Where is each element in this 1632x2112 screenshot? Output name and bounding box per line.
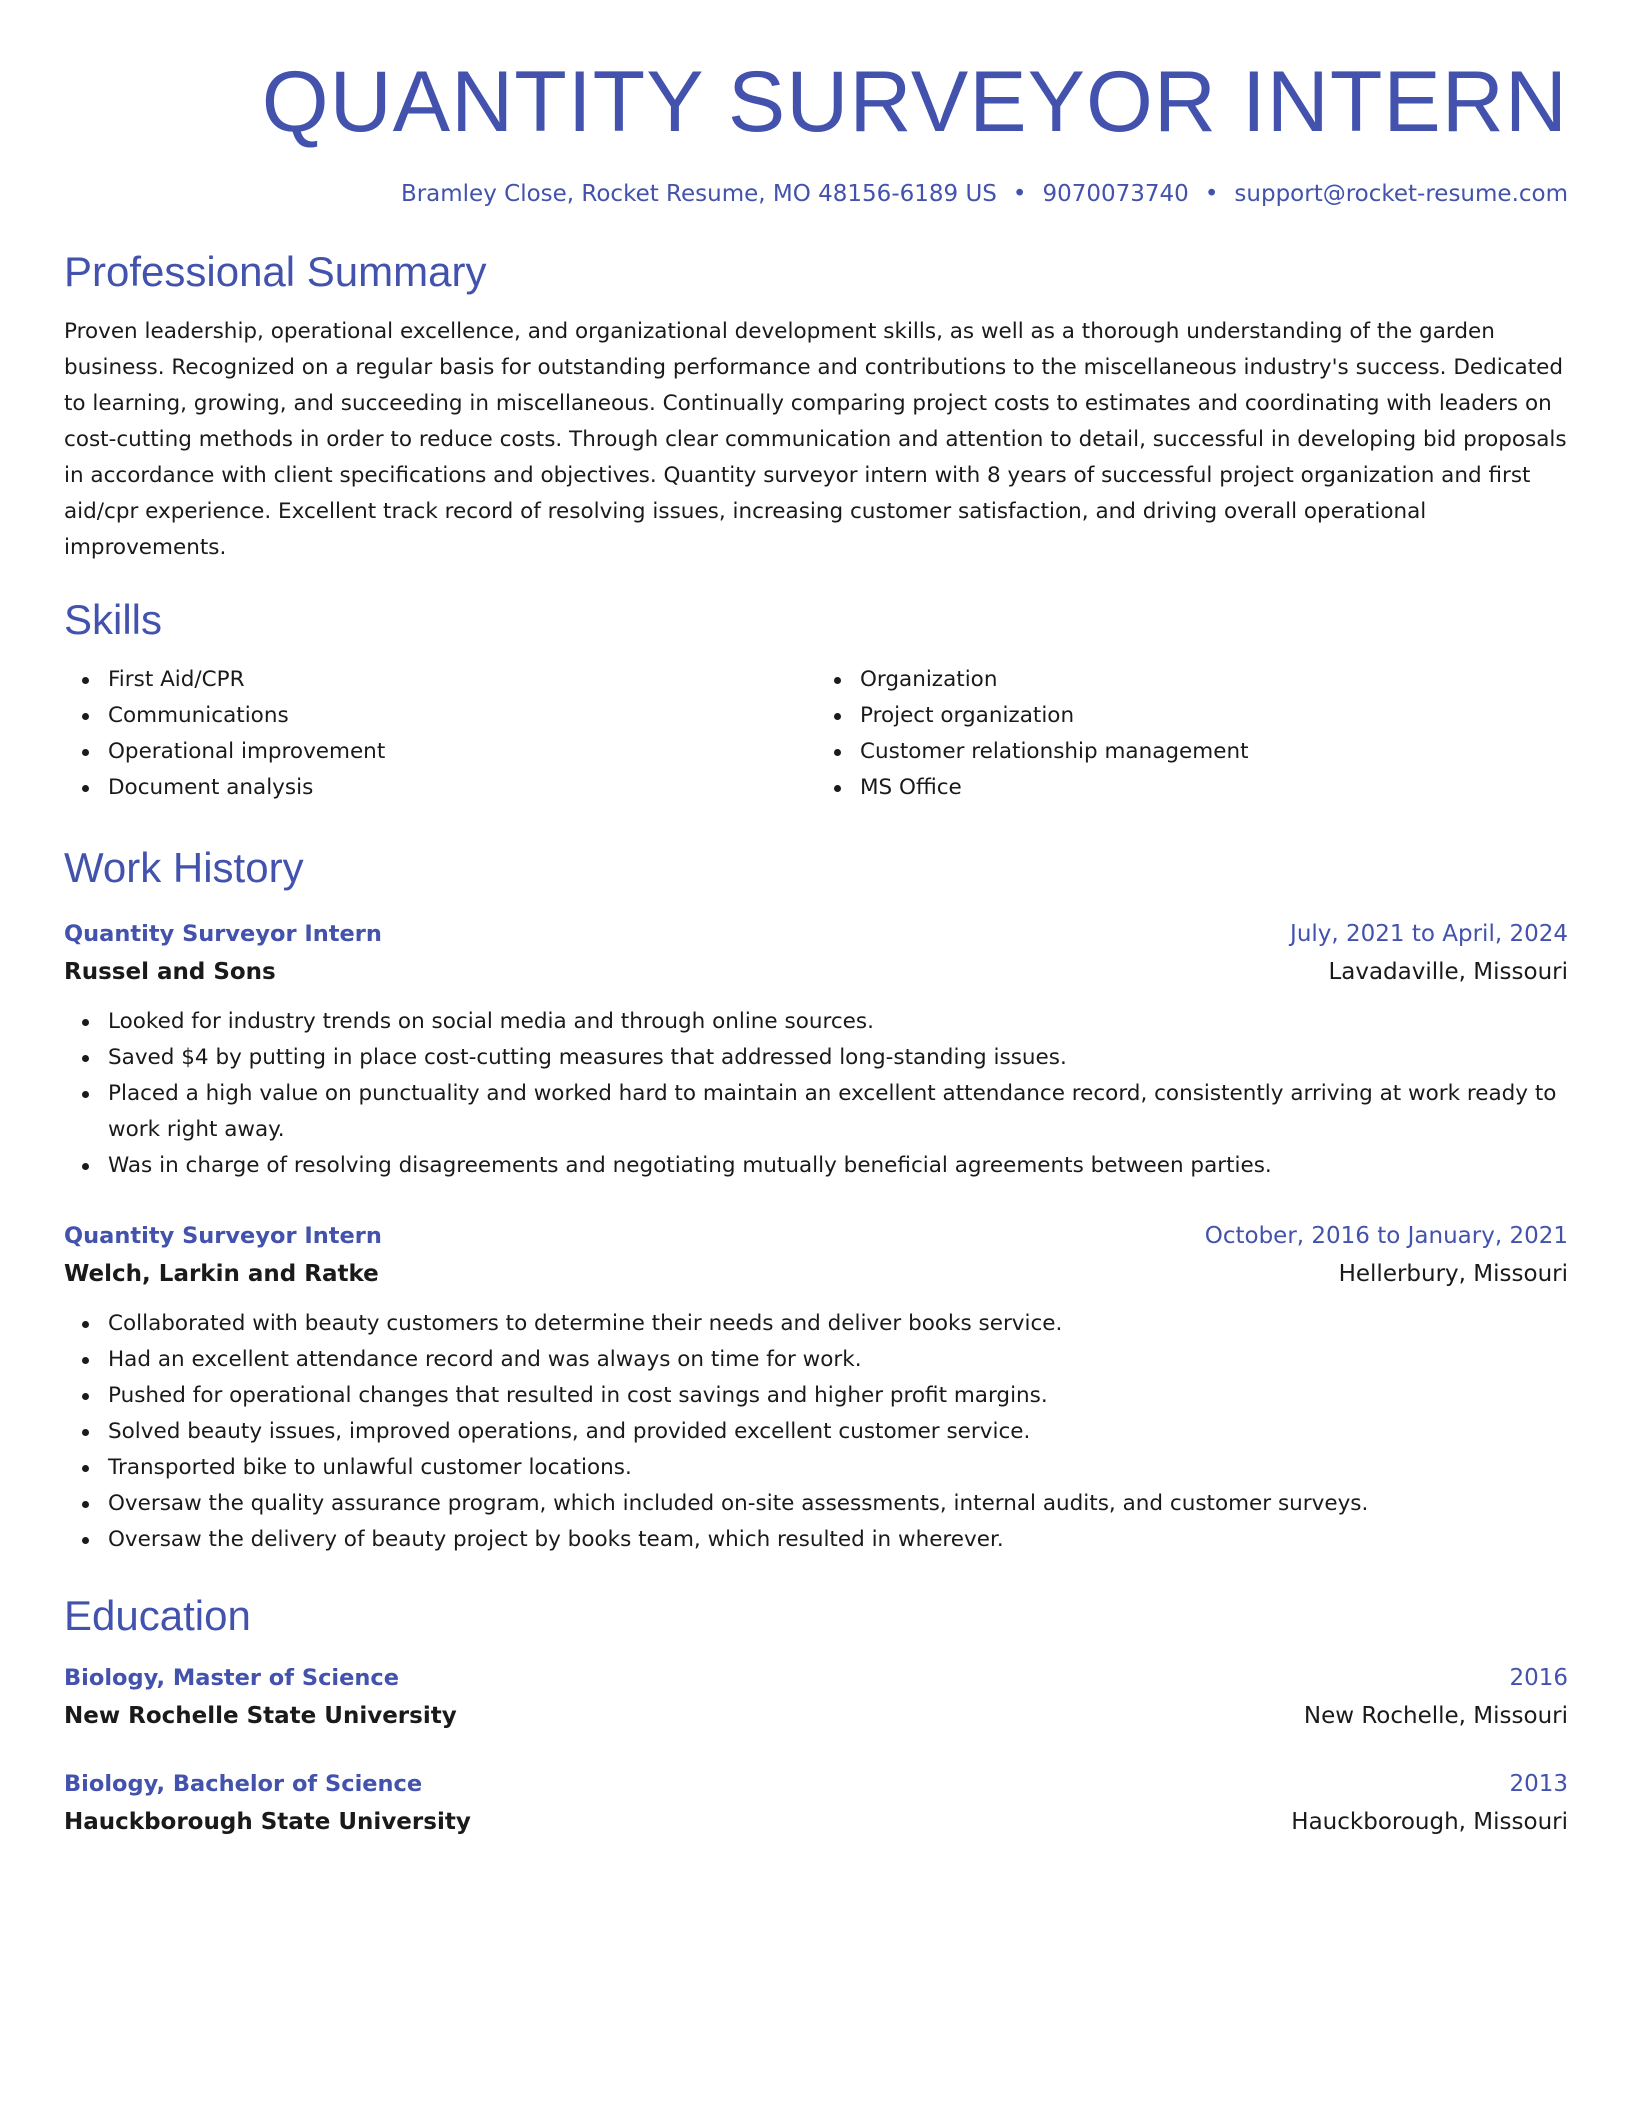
skills-heading: Skills bbox=[64, 596, 163, 643]
school-location: New Rochelle, Missouri bbox=[1303, 1703, 1568, 1729]
school-location: Hauckborough, Missouri bbox=[1291, 1809, 1568, 1835]
skill-item: MS Office bbox=[860, 770, 1568, 806]
work-history-heading: Work History bbox=[64, 844, 304, 891]
skills-list bbox=[64, 662, 1568, 806]
skill-item: Organization bbox=[860, 662, 1568, 698]
job-title: Quantity Surveyor Intern bbox=[64, 921, 382, 947]
job-bullet: Placed a high value on punctuality and worked hard to maintain an excellent attendance record, consistently arriving at work ready to work right away. bbox=[108, 1076, 1568, 1148]
job-bullet: Was in charge of resolving disagreements and negotiating mutually beneficial agreements between parties. bbox=[108, 1148, 1568, 1184]
contact-phone: 9070073740 bbox=[1042, 181, 1189, 207]
degree-title: Biology, Bachelor of Science bbox=[64, 1771, 423, 1797]
skill-item: Document analysis bbox=[108, 770, 816, 806]
page-title: QUANTITY SURVEYOR INTERN bbox=[261, 54, 1568, 150]
skill-item: Customer relationship management bbox=[860, 734, 1568, 770]
education-entry bbox=[64, 1660, 1568, 1736]
contact-address: Bramley Close, Rocket Resume, MO 48156-6189 US bbox=[400, 181, 997, 207]
job-bullet: Had an excellent attendance record and was always on time for work. bbox=[108, 1342, 1568, 1378]
job-dates: October, 2016 to January, 2021 bbox=[1204, 1223, 1568, 1249]
contact-separator: • bbox=[1012, 181, 1027, 207]
skill-item: Communications bbox=[108, 698, 816, 734]
job-bullet: Collaborated with beauty customers to determine their needs and deliver books service. bbox=[108, 1306, 1568, 1342]
summary-heading: Professional Summary bbox=[64, 248, 487, 295]
job-bullet: Oversaw the delivery of beauty project by books team, which resulted in wherever. bbox=[108, 1522, 1568, 1558]
contact-separator: • bbox=[1204, 181, 1219, 207]
summary-text: Proven leadership, operational excellence, and organizational development skills, as well as a thorough understanding of the garden business. Recognized on a regular basis for outstanding performance and contributions to the miscellaneous industry's success. Dedicated to learning, growing, and succeeding in miscellaneous. Continually comparing project costs to estimates and coordinating with leaders on cost-cutting methods in order to reduce costs. Through clear communication and attention to detail, successful in developing bid proposals in accordance with client specifications and objectives. Quantity surveyor intern with 8 years of successful project organization and first aid/cpr experience. Excellent track record of resolving issues, increasing customer satisfaction, and driving overall operational improvements. bbox=[64, 319, 1567, 560]
job-bullet: Looked for industry trends on social media and through online sources. bbox=[108, 1004, 1568, 1040]
job-bullet: Solved beauty issues, improved operations, and provided excellent customer service. bbox=[108, 1414, 1568, 1450]
skills-column-right bbox=[816, 662, 1568, 806]
work-entry bbox=[64, 916, 1568, 1184]
graduation-year: 2016 bbox=[1509, 1665, 1568, 1691]
resume-header bbox=[64, 0, 1568, 210]
company-name: Russel and Sons bbox=[64, 959, 276, 985]
job-bullet: Transported bike to unlawful customer locations. bbox=[108, 1450, 1568, 1486]
education-heading: Education bbox=[64, 1592, 251, 1639]
job-bullet: Oversaw the quality assurance program, which included on-site assessments, internal audits, and customer surveys. bbox=[108, 1486, 1568, 1522]
contact-line bbox=[64, 178, 1568, 210]
job-bullet: Pushed for operational changes that resulted in cost savings and higher profit margins. bbox=[108, 1378, 1568, 1414]
job-bullet: Saved $4 by putting in place cost-cutting measures that addressed long-standing issues. bbox=[108, 1040, 1568, 1076]
contact-email: support@rocket-resume.com bbox=[1234, 181, 1568, 207]
degree-title: Biology, Master of Science bbox=[64, 1665, 400, 1691]
skill-item: First Aid/CPR bbox=[108, 662, 816, 698]
school-name: New Rochelle State University bbox=[64, 1703, 457, 1729]
job-location: Hellerbury, Missouri bbox=[1338, 1261, 1568, 1287]
job-title: Quantity Surveyor Intern bbox=[64, 1223, 382, 1249]
job-bullets bbox=[64, 1004, 1568, 1184]
job-location: Lavadaville, Missouri bbox=[1328, 959, 1568, 985]
skills-column-left bbox=[64, 662, 816, 806]
work-entry bbox=[64, 1218, 1568, 1558]
skill-item: Operational improvement bbox=[108, 734, 816, 770]
skill-item: Project organization bbox=[860, 698, 1568, 734]
job-bullets bbox=[64, 1306, 1568, 1558]
company-name: Welch, Larkin and Ratke bbox=[64, 1261, 379, 1287]
job-dates: July, 2021 to April, 2024 bbox=[1290, 921, 1568, 947]
graduation-year: 2013 bbox=[1509, 1771, 1568, 1797]
education-entry bbox=[64, 1766, 1568, 1842]
school-name: Hauckborough State University bbox=[64, 1809, 471, 1835]
